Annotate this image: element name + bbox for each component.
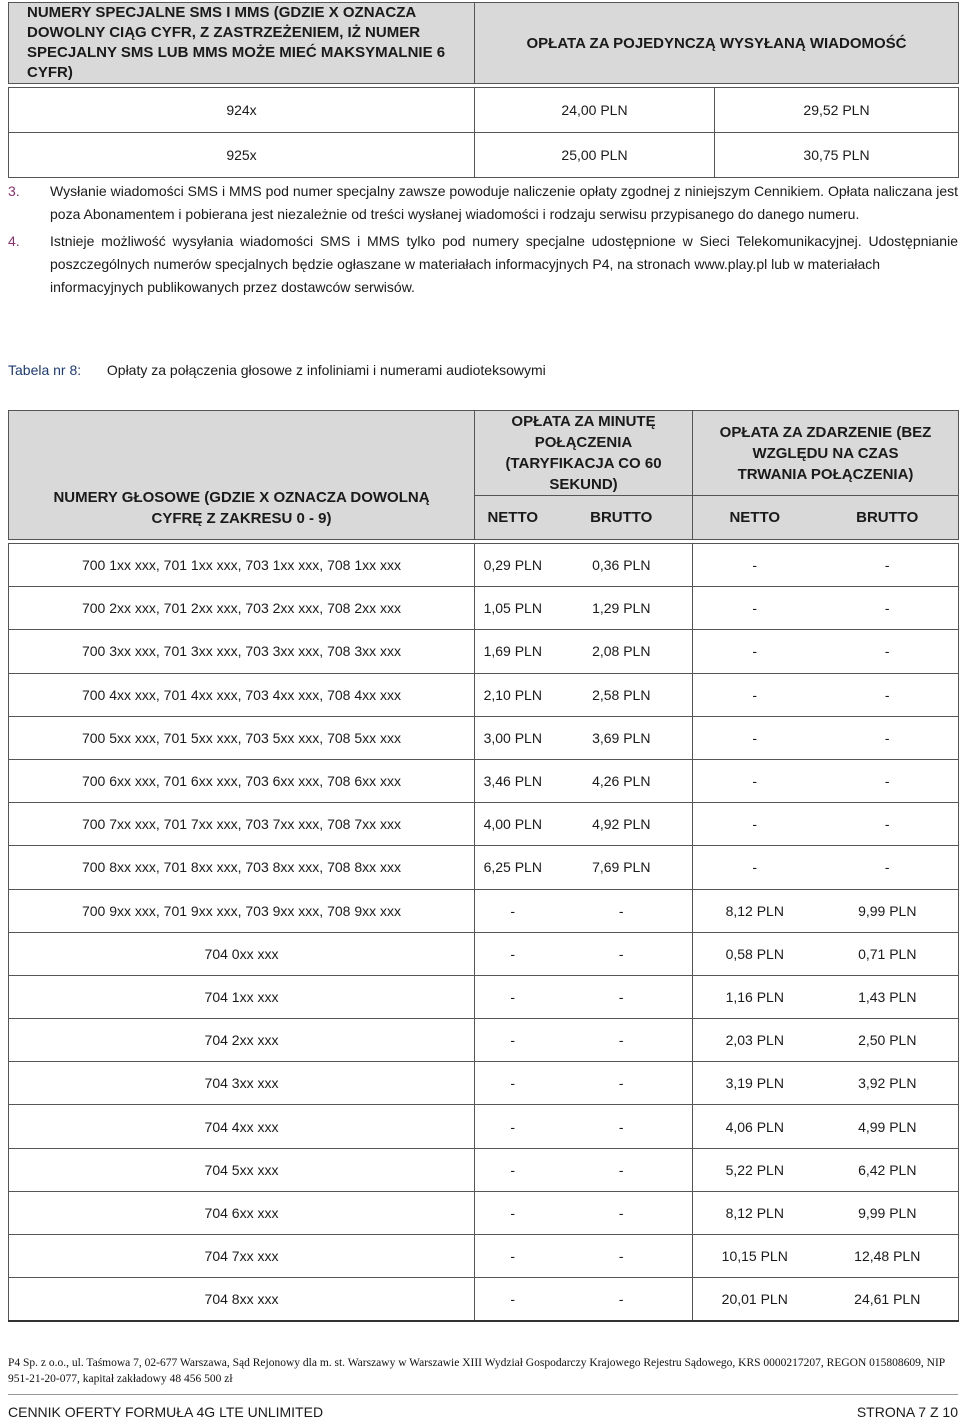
minute-brutto: - xyxy=(551,1105,693,1148)
table-row xyxy=(9,1019,959,1062)
table-row xyxy=(9,803,959,846)
table-row xyxy=(9,1105,959,1148)
voice-number: 704 3xx xxx xyxy=(9,1062,475,1105)
minute-brutto: - xyxy=(551,975,693,1018)
event-netto: 2,03 PLN xyxy=(693,1019,817,1062)
table-row xyxy=(9,1278,959,1321)
voice-number: 700 3xx xxx, 701 3xx xxx, 703 3xx xxx, 708 3xx xxx xyxy=(9,630,475,673)
event-netto: 3,19 PLN xyxy=(693,1062,817,1105)
event-brutto: - xyxy=(817,673,959,716)
table-row xyxy=(9,1062,959,1105)
minute-brutto: - xyxy=(551,1062,693,1105)
event-brutto: 12,48 PLN xyxy=(817,1235,959,1278)
minute-brutto: - xyxy=(551,932,693,975)
minute-netto: 0,29 PLN xyxy=(475,544,551,587)
footer-document-title: CENNIK OFERTY FORMUŁA 4G LTE UNLIMITED xyxy=(8,1404,324,1420)
event-netto: - xyxy=(693,544,817,587)
event-netto: - xyxy=(693,803,817,846)
event-netto: 4,06 PLN xyxy=(693,1105,817,1148)
footer-page-number: STRONA 7 Z 10 xyxy=(856,1404,958,1420)
event-netto: - xyxy=(693,673,817,716)
voice-header-event xyxy=(693,411,959,496)
minute-brutto: 0,36 PLN xyxy=(551,544,693,587)
sms-header-numbers: NUMERY SPECJALNE SMS I MMS (GDZIE X OZNACZA DOWOLNY CIĄG CYFR, Z ZASTRZEŻENIEM, IŻ NUMER SPECJALNY SMS LUB MMS MOŻE MIEĆ MAKSYMALNIE 6 CYFR) xyxy=(9,3,475,84)
event-brutto: 4,99 PLN xyxy=(817,1105,959,1148)
table-row xyxy=(9,889,959,932)
minute-brutto: 4,26 PLN xyxy=(551,759,693,802)
event-brutto: 1,43 PLN xyxy=(817,975,959,1018)
event-netto: - xyxy=(693,759,817,802)
event-netto: 8,12 PLN xyxy=(693,1191,817,1234)
event-brutto: 9,99 PLN xyxy=(817,1191,959,1234)
minute-brutto: 7,69 PLN xyxy=(551,846,693,889)
note-text: Istnieje możliwość wysyłania wiadomości SMS i MMS tylko pod numery specjalne udostępnione w Sieci Telekomunikacyjnej. Udostępnianie poszczególnych numerów specjalnych będzie ogłaszane w materiałach informacyjnych P4, na stronach www.play.pl lub w materiałach xyxy=(50,233,958,272)
event-brutto: - xyxy=(817,716,959,759)
voice-header-netto-minute: NETTO xyxy=(475,496,551,540)
table-row xyxy=(9,1235,959,1278)
voice-number: 700 6xx xxx, 701 6xx xxx, 703 6xx xxx, 708 6xx xxx xyxy=(9,759,475,802)
note-text: Wysłanie wiadomości SMS i MMS pod numer specjalny zawsze powoduje naliczenie opłaty zgodnej z niniejszym Cennikiem. Opłata naliczana jest poza Abonamentem i pobierana jest niezależnie od treści wysłanej wiadomości i rodzaju serwisu przypisanego do danego numeru. xyxy=(50,183,958,222)
table-row xyxy=(9,587,959,630)
legal-notice: P4 Sp. z o.o., ul. Taśmowa 7, 02-677 Warszawa, Sąd Rejonowy dla m. st. Warszawy w Warszawie XIII Wydział Gospodarczy Krajowego Rejestru Sądowego, KRS 0000217207, REGON 015808609, NIP 951-21-20-077, kapitał zakładowy 48 456 500 zł xyxy=(8,1357,945,1385)
event-netto: - xyxy=(693,846,817,889)
table-row xyxy=(9,1148,959,1191)
minute-netto: - xyxy=(475,975,551,1018)
voice-header-numbers-text: NUMERY GŁOSOWE (GDZIE X OZNACZA DOWOLNĄ CYFRĘ Z ZAKRESU 0 - 9) xyxy=(53,489,430,527)
minute-brutto: - xyxy=(551,1191,693,1234)
table-row xyxy=(9,544,959,587)
voice-number: 700 2xx xxx, 701 2xx xxx, 703 2xx xxx, 708 2xx xxx xyxy=(9,587,475,630)
voice-header-minute xyxy=(475,411,693,496)
sms-brutto: 29,52 PLN xyxy=(715,88,959,133)
sms-number: 924x xyxy=(9,88,475,133)
voice-number: 704 5xx xxx xyxy=(9,1148,475,1191)
minute-netto: - xyxy=(475,889,551,932)
event-brutto: 24,61 PLN xyxy=(817,1278,959,1321)
voice-number: 700 7xx xxx, 701 7xx xxx, 703 7xx xxx, 708 7xx xxx xyxy=(9,803,475,846)
minute-brutto: - xyxy=(551,1278,693,1321)
event-netto: 0,58 PLN xyxy=(693,932,817,975)
table-caption-label: Tabela nr 8: xyxy=(8,362,82,378)
minute-netto: 3,46 PLN xyxy=(475,759,551,802)
minute-brutto: 2,58 PLN xyxy=(551,673,693,716)
table-row xyxy=(9,133,959,178)
voice-header-brutto-minute: BRUTTO xyxy=(551,496,693,540)
minute-netto: - xyxy=(475,1062,551,1105)
table-row xyxy=(9,716,959,759)
minute-netto: 3,00 PLN xyxy=(475,716,551,759)
event-netto: 8,12 PLN xyxy=(693,889,817,932)
note-text-continued: informacyjnych publikowanych przez dostawców serwisów. xyxy=(50,279,415,295)
sms-netto: 24,00 PLN xyxy=(475,88,715,133)
event-brutto: 6,42 PLN xyxy=(817,1148,959,1191)
minute-brutto: 3,69 PLN xyxy=(551,716,693,759)
event-netto: 1,16 PLN xyxy=(693,975,817,1018)
voice-table-body xyxy=(9,544,959,1321)
event-brutto: - xyxy=(817,803,959,846)
minute-brutto: 1,29 PLN xyxy=(551,587,693,630)
event-brutto: - xyxy=(817,544,959,587)
voice-number: 700 8xx xxx, 701 8xx xxx, 703 8xx xxx, 708 8xx xxx xyxy=(9,846,475,889)
event-brutto: 0,71 PLN xyxy=(817,932,959,975)
voice-number: 700 9xx xxx, 701 9xx xxx, 703 9xx xxx, 708 9xx xxx xyxy=(9,889,475,932)
voice-header-event-text: OPŁATA ZA ZDARZENIE (BEZ WZGLĘDU NA CZAS TRWANIA POŁĄCZENIA) xyxy=(719,423,932,483)
voice-number: 704 1xx xxx xyxy=(9,975,475,1018)
table-row xyxy=(9,759,959,802)
note-number: 4. xyxy=(8,233,20,249)
table-row xyxy=(9,975,959,1018)
note-3 xyxy=(8,180,958,226)
sms-number: 925x xyxy=(9,133,475,178)
table-row xyxy=(9,932,959,975)
voice-number: 704 4xx xxx xyxy=(9,1105,475,1148)
minute-brutto: - xyxy=(551,1235,693,1278)
table-caption-title: Opłaty za połączenia głosowe z infoliniami i numerami audioteksowymi xyxy=(106,362,546,378)
minute-netto: - xyxy=(475,1105,551,1148)
event-brutto: - xyxy=(817,587,959,630)
minute-brutto: - xyxy=(551,889,693,932)
sms-special-numbers-table xyxy=(8,2,959,178)
sms-brutto: 30,75 PLN xyxy=(715,133,959,178)
sms-header-fee: OPŁATA ZA POJEDYNCZĄ WYSYŁANĄ WIADOMOŚĆ xyxy=(475,3,959,84)
page-footer xyxy=(8,1404,958,1420)
event-brutto: - xyxy=(817,759,959,802)
event-netto: 20,01 PLN xyxy=(693,1278,817,1321)
table-row xyxy=(9,846,959,889)
voice-number: 700 1xx xxx, 701 1xx xxx, 703 1xx xxx, 708 1xx xxx xyxy=(9,544,475,587)
voice-number: 700 4xx xxx, 701 4xx xxx, 703 4xx xxx, 708 4xx xxx xyxy=(9,673,475,716)
table-row xyxy=(9,673,959,716)
note-4 xyxy=(8,230,958,299)
voice-number: 704 0xx xxx xyxy=(9,932,475,975)
minute-brutto: - xyxy=(551,1019,693,1062)
table-row xyxy=(9,1191,959,1234)
voice-header-netto-event: NETTO xyxy=(693,496,817,540)
event-netto: - xyxy=(693,630,817,673)
voice-number: 700 5xx xxx, 701 5xx xxx, 703 5xx xxx, 708 5xx xxx xyxy=(9,716,475,759)
notes-list xyxy=(8,180,958,299)
voice-number: 704 7xx xxx xyxy=(9,1235,475,1278)
minute-netto: 6,25 PLN xyxy=(475,846,551,889)
voice-header-numbers xyxy=(9,411,475,540)
voice-number: 704 8xx xxx xyxy=(9,1278,475,1321)
voice-header-brutto-event: BRUTTO xyxy=(817,496,959,540)
minute-netto: 1,05 PLN xyxy=(475,587,551,630)
voice-header-minute-text: OPŁATA ZA MINUTĘ POŁĄCZENIA (TARYFIKACJA CO 60 SEKUND) xyxy=(505,413,662,493)
voice-number: 704 6xx xxx xyxy=(9,1191,475,1234)
table-row xyxy=(9,630,959,673)
minute-netto: - xyxy=(475,1019,551,1062)
minute-brutto: 4,92 PLN xyxy=(551,803,693,846)
note-number: 3. xyxy=(8,183,20,199)
event-brutto: 3,92 PLN xyxy=(817,1062,959,1105)
event-netto: - xyxy=(693,587,817,630)
event-brutto: 9,99 PLN xyxy=(817,889,959,932)
table-caption xyxy=(8,362,546,378)
minute-netto: - xyxy=(475,1191,551,1234)
event-brutto: - xyxy=(817,630,959,673)
minute-netto: - xyxy=(475,932,551,975)
minute-netto: - xyxy=(475,1278,551,1321)
minute-brutto: - xyxy=(551,1148,693,1191)
sms-netto: 25,00 PLN xyxy=(475,133,715,178)
minute-netto: - xyxy=(475,1235,551,1278)
event-brutto: 2,50 PLN xyxy=(817,1019,959,1062)
footer-divider xyxy=(8,1394,958,1395)
minute-netto: 4,00 PLN xyxy=(475,803,551,846)
event-netto: - xyxy=(693,716,817,759)
minute-brutto: 2,08 PLN xyxy=(551,630,693,673)
event-netto: 5,22 PLN xyxy=(693,1148,817,1191)
voice-numbers-table xyxy=(8,410,959,1322)
minute-netto: 2,10 PLN xyxy=(475,673,551,716)
event-netto: 10,15 PLN xyxy=(693,1235,817,1278)
minute-netto: - xyxy=(475,1148,551,1191)
table-row xyxy=(9,88,959,133)
voice-number: 704 2xx xxx xyxy=(9,1019,475,1062)
event-brutto: - xyxy=(817,846,959,889)
minute-netto: 1,69 PLN xyxy=(475,630,551,673)
